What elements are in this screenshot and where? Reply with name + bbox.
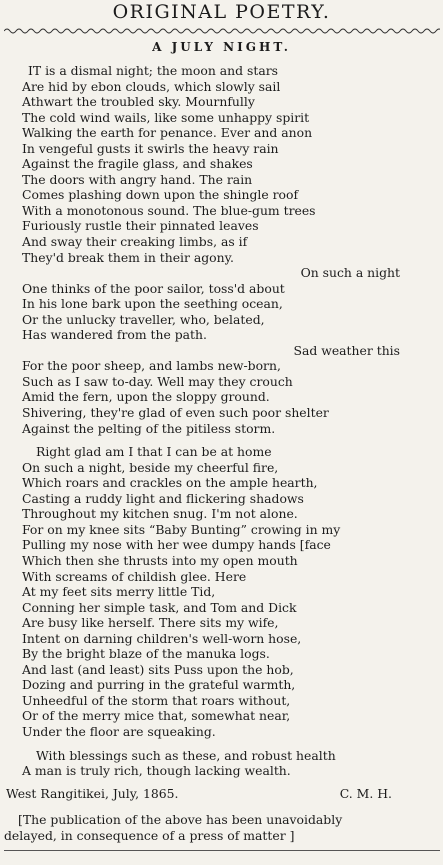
poem-line: Are hid by ebon clouds, which slowly sail: [22, 78, 281, 94]
poem-line: Which roars and crackles on the ample hearth,: [22, 475, 318, 491]
poem-line: Throughout my kitchen snug. I'm not alone.: [22, 506, 298, 522]
poem-line: Comes plashing down upon the shingle roof: [22, 187, 299, 203]
poem-line: Against the pelting of the pitiless storm.: [22, 420, 276, 436]
author-initials: C. M. H.: [339, 786, 392, 801]
stanza-gap: [22, 740, 440, 748]
poem-line: Against the fragile glass, and shakes: [22, 156, 253, 172]
poem-line: On such a night, beside my cheerful fire,: [22, 459, 279, 475]
poem-line: The cold wind wails, like some unhappy spirit: [22, 109, 310, 125]
wavy-rule: [4, 26, 440, 36]
poem-line: Intent on darning children's well-worn hose,: [22, 630, 302, 646]
stanza-gap: [22, 436, 440, 444]
poem-line: One thinks of the poor sailor, toss'd about: [22, 280, 285, 296]
poem-line: Casting a ruddy light and flickering shadows: [22, 490, 304, 506]
poem-line: Furiously rustle their pinnated leaves: [22, 218, 259, 234]
poem-line: Dozing and purring in the grateful warmth,: [22, 677, 296, 693]
poem-line: Athwart the troubled sky. Mournfully: [22, 94, 255, 110]
poem-line: Are busy like herself. There sits my wife,: [22, 615, 279, 631]
poem-line: At my feet sits merry little Tid,: [22, 584, 216, 600]
poem-signature: [6, 786, 422, 802]
poem-line: Under the floor are squeaking.: [22, 723, 216, 739]
poem-line: Unheedful of the storm that roars without,: [22, 692, 291, 708]
place-date: West Rangitikei, July, 1865.: [6, 786, 179, 801]
poem-line: Walking the earth for penance. Ever and anon: [22, 125, 313, 141]
poem-line: And last (and least) sits Puss upon the hob,: [22, 661, 294, 677]
poem-line: By the bright blaze of the manuka logs.: [22, 646, 270, 662]
poem-line: The doors with angry hand. The rain: [22, 171, 253, 187]
poem-line: In vengeful gusts it swirls the heavy rain: [22, 140, 279, 156]
poem-line: With screams of childish glee. Here: [22, 568, 247, 584]
poem-line: For the poor sheep, and lambs new-born,: [22, 358, 281, 374]
editor-note-line: [The publication of the above has been unavoidably: [18, 812, 343, 827]
poem-line: Or the unlucky traveller, who, belated,: [22, 311, 265, 327]
editor-note: [4, 812, 440, 844]
poem-line: Sad weather this: [293, 342, 400, 358]
poem-line: Shivering, they're glad of even such poor shelter: [22, 405, 329, 421]
poem-line: And sway their creaking limbs, as if: [22, 234, 248, 250]
bottom-rule: [4, 850, 440, 851]
poem-line: In his lone bark upon the seething ocean,: [22, 296, 283, 312]
section-title: ORIGINAL POETRY.: [112, 1, 331, 23]
poem-body: [22, 63, 440, 779]
poem-line: A man is truly rich, though lacking wealth.: [22, 763, 291, 779]
poem-line: For on my knee sits “Baby Bunting” crowing in my: [22, 521, 341, 537]
poem-line: On such a night: [300, 265, 400, 281]
poem-line: Right glad am I that I can be at home: [36, 444, 272, 460]
poem-line: With a monotonous sound. The blue-gum trees: [22, 202, 316, 218]
poem-line: Conning her simple task, and Tom and Dick: [22, 599, 297, 615]
poem-line: IT is a dismal night; the moon and stars: [28, 63, 278, 78]
poem-line: Which then she thrusts into my open mouth: [22, 552, 298, 568]
poem-title: A JULY NIGHT.: [152, 40, 291, 54]
poem-line: Or of the merry mice that, somewhat near,: [22, 708, 291, 724]
poem-line: Amid the fern, upon the sloppy ground.: [22, 389, 270, 405]
poem-line: Has wandered from the path.: [22, 327, 207, 343]
poem-line: Pulling my nose with her wee dumpy hands [face: [22, 537, 331, 553]
editor-note-line: delayed, in consequence of a press of matter ]: [4, 828, 295, 843]
poem-line: They'd break them in their agony.: [22, 249, 234, 265]
poem-line: Such as I saw to-day. Well may they crouch: [22, 373, 293, 389]
poem-line: With blessings such as these, and robust health: [36, 747, 336, 763]
